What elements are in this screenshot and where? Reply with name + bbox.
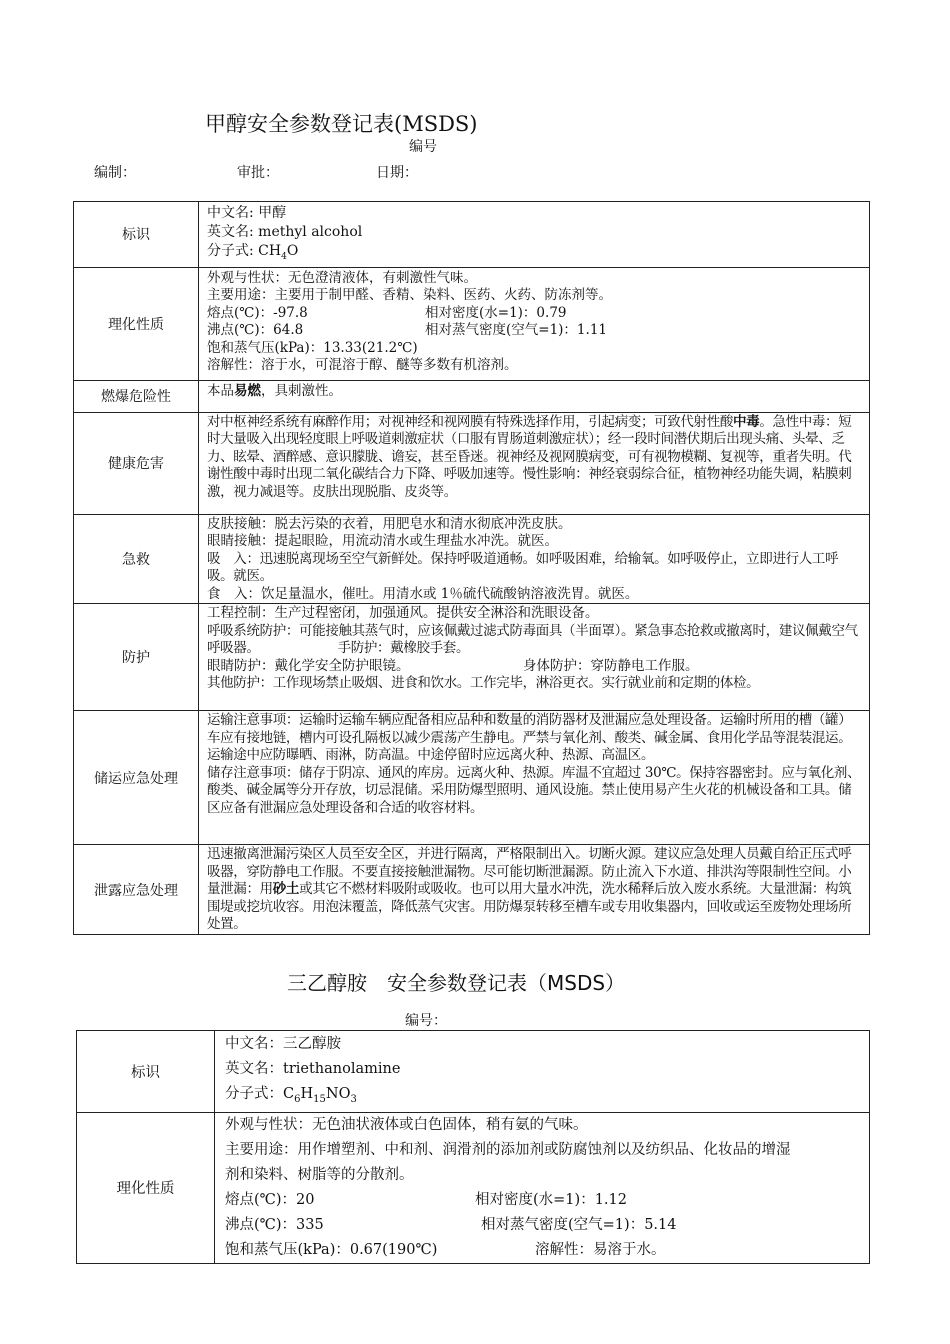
usage: 主要用途：主要用于制甲醛、香精、染料、医药、火药、防冻剂等。	[207, 287, 612, 304]
row-first-aid	[74, 514, 870, 604]
appearance: 外观与性状：无色油状液体或白色固体，稍有氨的气味。	[225, 1116, 588, 1133]
row-physchem	[77, 1112, 870, 1263]
row-label: 燃爆危险性	[74, 380, 199, 412]
boiling-point: 沸点(℃)：335	[225, 1216, 324, 1233]
date-label: 日期：	[376, 165, 418, 181]
relative-density: 相对密度(水=1)：1.12	[475, 1191, 627, 1208]
en-name: 英文名：triethanolamine	[225, 1061, 401, 1077]
solubility: 溶解性：溶于水，可混溶于醇、醚等多数有机溶剂。	[207, 357, 518, 374]
cn-name: 中文名：三乙醇胺	[225, 1036, 341, 1052]
transport-notes: 运输注意事项：运输时运输车辆应配备相应品种和数量的消防器材及泄漏应急处理设备。运输时所用的槽（罐）车应有接地链，槽内可设孔隔板以减少震荡产生静电。严禁与氧化剂、酸类、碱金属、食用化学品等混装混运。运输途中应防曝晒、雨淋，防高温。中途停留时应远离火种、热源、高温区。	[207, 712, 852, 764]
respiratory-protection: 呼吸系统防护：可能接触其蒸气时，应该佩戴过滤式防毒面具（半面罩）。紧急事态抢救或撤离时，建议佩戴空气呼吸器。 手防护：戴橡胶手套。	[207, 622, 858, 657]
other-protection: 其他防护：工作现场禁止吸烟、进食和饮水。工作完毕，淋浴更衣。实行就业前和定期的体检。	[207, 675, 760, 692]
eye-contact: 眼睛接触：提起眼睑，用流动清水或生理盐水冲洗。就医。	[207, 533, 558, 550]
health-hazard-text: 对中枢神经系统有麻醉作用；对视神经和视网膜有特殊选择作用，引起病变；可致代射性酸中毒。急性中毒：短时大量吸入出现轻度眼上呼吸道刺激症状（口服有胃肠道刺激症状）；经一段时间潜伏期后出现头痛、头晕、乏力、眩晕、酒醉感、意识朦胧、谵妄，甚至昏迷。视神经及视网膜病变，可有视物模糊、复视等，重者失明。代谢性酸中毒时出现二氧化碳结合力下降、呼吸加速等。慢性影响：神经衰弱综合征，植物神经功能失调，粘膜刺激，视力减退等。皮肤出现脱脂、皮炎等。	[207, 413, 852, 500]
row-health-hazard	[74, 412, 870, 514]
ingestion: 食 入：饮足量温水，催吐。用清水或 1％硫代硫酸钠溶液洗胃。就医。	[207, 585, 639, 602]
leak-response-text: 迅速撤离泄漏污染区人员至安全区，并进行隔离，严格限制出入。切断火源。建议应急处理人员戴自给正压式呼吸器，穿防静电工作服。不要直接接触泄漏物。尽可能切断泄漏源。防止流入下水道、排洪沟等限制性空间。小量泄漏：用砂土或其它不燃材料吸附或吸收。也可以用大量水冲洗，洗水稀释后放入废水系统。大量泄漏：构筑围堤或挖坑收容。用泡沫覆盖，降低蒸气灾害。用防爆泵转移至槽车或专用收集器内，回收或运至废物处理场所处置。	[207, 846, 852, 933]
row-label: 急救	[74, 514, 199, 604]
doc1-code-label: 编号	[409, 139, 437, 155]
doc2-code-label: 编号：	[405, 1013, 447, 1029]
eye-protection: 眼睛防护：戴化学安全防护眼镜。	[207, 657, 410, 674]
row-fire-hazard	[74, 380, 870, 412]
inhalation: 吸 入：迅速脱离现场至空气新鲜处。保持呼吸道通畅。如呼吸困难，给输氧。如呼吸停止，立即进行人工呼吸。就医。	[207, 550, 839, 585]
fire-hazard-text: 本品易燃，具刺激性。	[207, 382, 342, 399]
skin-contact: 皮肤接触：脱去污染的衣着，用肥皂水和清水彻底冲洗皮肤。	[207, 515, 572, 532]
row-label: 理化性质	[77, 1112, 215, 1263]
storage-notes: 储存注意事项：储存于阴凉、通风的库房。远离火种、热源。库温不宜超过 30℃。保持容器密封。应与氧化剂、酸类、碱金属等分开存放，切忌混储。采用防爆型照明、通风设施。禁止使用易产生火花的机械设备和工具。储区应备有泄漏应急处理设备和合适的收容材料。	[207, 764, 861, 816]
doc2-title: 三乙醇胺 安全参数登记表（MSDS）	[287, 971, 626, 995]
row-identity	[74, 202, 870, 268]
row-storage-transport	[74, 711, 870, 845]
row-protection	[74, 604, 870, 711]
engineering-control: 工程控制：生产过程密闭，加强通风。提供安全淋浴和洗眼设备。	[207, 605, 599, 622]
body-protection: 身体防护：穿防静电工作服。	[523, 657, 699, 674]
row-label: 防护	[74, 604, 199, 711]
row-label: 储运应急处理	[74, 711, 199, 845]
approved-by-label: 审批：	[237, 165, 279, 181]
row-label: 健康危害	[74, 412, 199, 514]
vapor-density: 相对蒸气密度(空气=1)：5.14	[481, 1216, 677, 1233]
formula: 分子式: $CH_4O$	[207, 243, 299, 262]
row-label: 标识	[77, 1031, 215, 1113]
melting-point: 熔点(℃)：-97.8	[207, 304, 308, 321]
vapor-pressure: 饱和蒸气压(kPa)：0.67(190℃)	[225, 1241, 438, 1258]
vapor-density: 相对蒸气密度(空气=1)：1.11	[425, 322, 607, 339]
appearance: 外观与性状：无色澄清液体，有刺激性气味。	[207, 269, 477, 286]
row-physchem	[74, 267, 870, 380]
row-label: 理化性质	[74, 267, 199, 380]
hand-protection: 手防护：戴橡胶手套。	[337, 640, 470, 657]
row-leak-response	[74, 845, 870, 935]
en-name: 英文名: methyl alcohol	[207, 224, 363, 240]
row-identity	[77, 1031, 870, 1113]
cn-name: 中文名: 甲醇	[207, 205, 287, 221]
usage-line-2: 剂和染料、树脂等的分散剂。	[225, 1166, 414, 1183]
boiling-point: 沸点(℃)：64.8	[207, 322, 304, 339]
row-label: 泄露应急处理	[74, 845, 199, 935]
relative-density: 相对密度(水=1)：0.79	[425, 304, 567, 321]
prepared-by-label: 编制：	[94, 165, 136, 181]
melting-point: 熔点(℃)：20	[225, 1191, 315, 1208]
usage-line-1: 主要用途：用作增塑剂、中和剂、润滑剂的添加剂或防腐蚀剂以及纺织品、化妆品的增湿	[225, 1141, 791, 1158]
triethanolamine-msds-table	[76, 1030, 870, 1264]
row-label: 标识	[74, 202, 199, 268]
formula: 分子式：$C_6H_{15}NO_3$	[225, 1086, 357, 1105]
solubility: 溶解性：易溶于水。	[535, 1241, 666, 1258]
methanol-msds-table	[73, 201, 870, 935]
vapor-pressure: 饱和蒸气压(kPa)：13.33(21.2℃)	[207, 339, 418, 356]
doc1-title: 甲醇安全参数登记表(MSDS)	[205, 112, 478, 136]
